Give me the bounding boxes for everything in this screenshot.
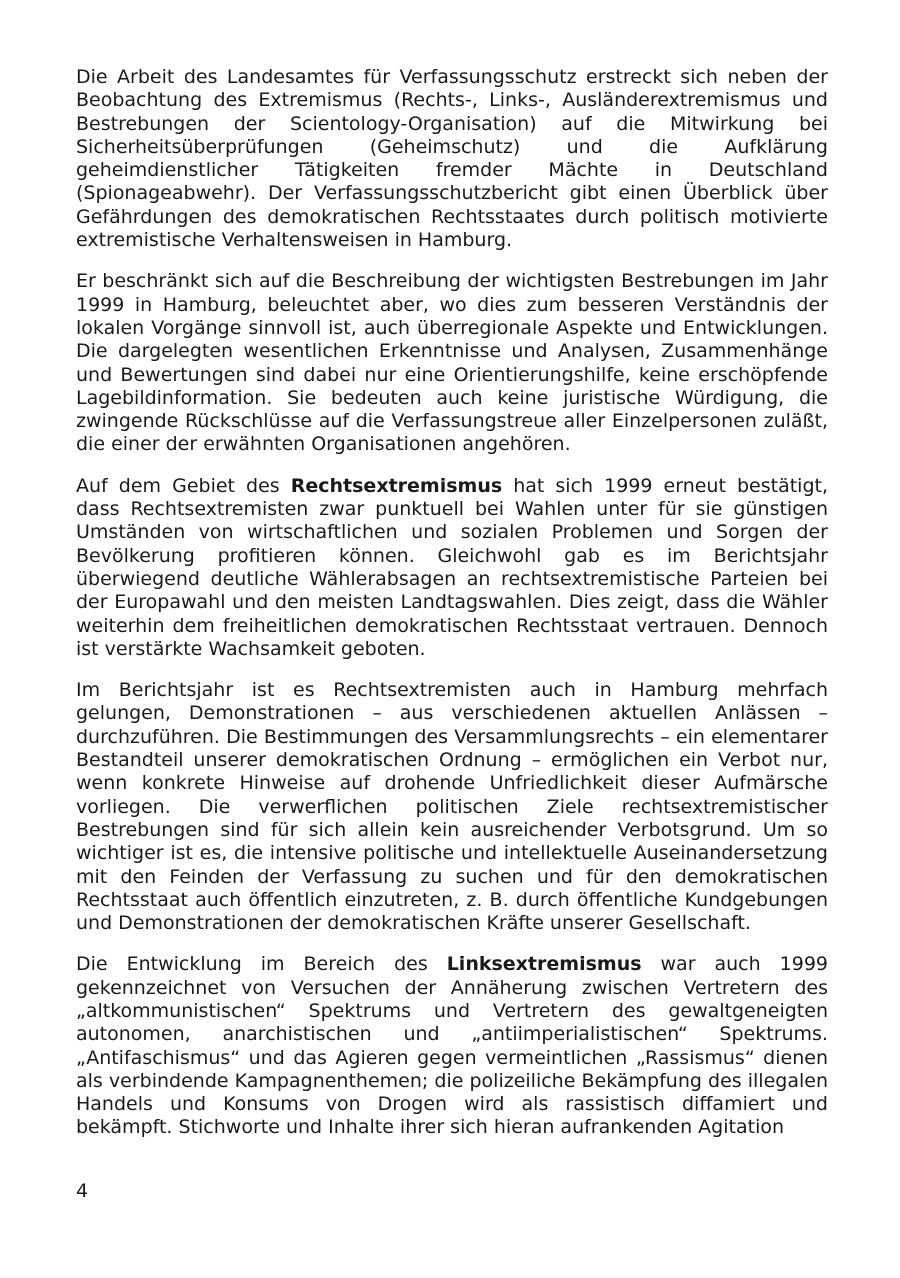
paragraph-text-rest: war auch 1999 gekennzeichnet von Versuchen der Annäherung zwischen Vertretern des „altkommunistischen“ Spektrums und Vertretern des gewaltgeneigten autonomen, anarchistischen und „antiimperialistischen“ Spektrums. „Antifaschismus“ und das Agieren gegen vermeintlichen „Rassismus“ dienen als verbindende Kampagnenthemen; die polizeiliche Bekämpfung des illegalen Handels und Konsums von Drogen wird als rassistisch diffamiert und bekämpft. Stichworte und Inhalte ihrer sich hieran aufrankenden Agitation (76, 953, 828, 1139)
paragraph-rechtsextremismus (76, 475, 828, 661)
paragraph-linksextremismus (76, 953, 828, 1139)
keyword-rechtsextremismus: Rechtsextremismus (290, 474, 503, 497)
paragraph-demonstrationen: Im Berichtsjahr ist es Rechtsextremisten auch in Hamburg mehrfach gelungen, Demonstrationen – aus verschiedenen aktuellen Anlässen – durchzuführen. Die Bestimmungen des Versammlungsrechts – ein elementarer Bestandteil unserer demokratischen Ordnung – ermöglichen ein Verbot nur, wenn konkrete Hinweise auf drohende Unfriedlichkeit dieser Aufmärsche vorliegen. Die verwerflichen politischen Ziele rechtsextremistischer Bestrebungen sind für sich allein kein ausreichender Verbotsgrund. Um so wichtiger ist es, die intensive politische und intellektuelle Auseinandersetzung mit den Feinden der Verfassung zu suchen und für den demokratischen Rechtsstaat auch öffentlich einzutreten, z. B. durch öffentliche Kundgebungen und Demonstrationen der demokratischen Kräfte unserer Gesellschaft. (76, 679, 828, 935)
paragraph-text-rest: hat sich 1999 erneut bestätigt, dass Rechtsextremisten zwar punktuell bei Wahlen unter für sie günstigen Umständen von wirtschaftlichen und sozialen Problemen und Sorgen der Bevölkerung profitieren können. Gleichwohl gab es im Berichtsjahr überwiegend deutliche Wählerabsagen an rechtsextremistische Parteien bei der Europawahl und den meisten Landtagswahlen. Dies zeigt, dass die Wähler weiterhin dem freiheitlichen demokratischen Rechtsstaat vertrauen. Dennoch ist verstärkte Wachsamkeit geboten. (76, 474, 828, 660)
document-body (76, 66, 828, 1158)
paragraph-scope: Er beschränkt sich auf die Beschreibung der wichtigsten Bestrebungen im Jahr 1999 in Hamburg, beleuchtet aber, wo dies zum besseren Verständnis der lokalen Vorgänge sinnvoll ist, auch überregionale Aspekte und Entwicklungen. Die dargelegten wesentlichen Erkenntnisse und Analysen, Zusammenhänge und Bewertungen sind dabei nur eine Orientierungshilfe, keine erschöpfende Lagebildinformation. Sie bedeuten auch keine juristische Würdigung, die zwingende Rückschlüsse auf die Verfassungstreue aller Einzelpersonen zuläßt, die einer der erwähnten Organisationen angehören. (76, 270, 828, 456)
page-number: 4 (76, 1180, 89, 1202)
paragraph-text-start: Die Entwicklung im Bereich des (76, 953, 447, 976)
paragraph-intro: Die Arbeit des Landesamtes für Verfassungsschutz erstreckt sich neben der Beobachtung des Extremismus (Rechts-, Links-, Ausländerextremismus und Bestrebungen der Scientology-Organisation) auf die Mitwirkung bei Sicherheitsüberprüfungen (Geheimschutz) und die Aufklärung geheimdienstlicher Tätigkeiten fremder Mächte in Deutschland (Spionageabwehr). Der Verfassungsschutzbericht gibt einen Überblick über Gefährdungen des demokratischen Rechtsstaates durch politisch motivierte extremistische Verhaltensweisen in Hamburg. (76, 66, 828, 252)
keyword-linksextremismus: Linksextremismus (446, 953, 642, 976)
paragraph-text-start: Auf dem Gebiet des (76, 474, 291, 497)
